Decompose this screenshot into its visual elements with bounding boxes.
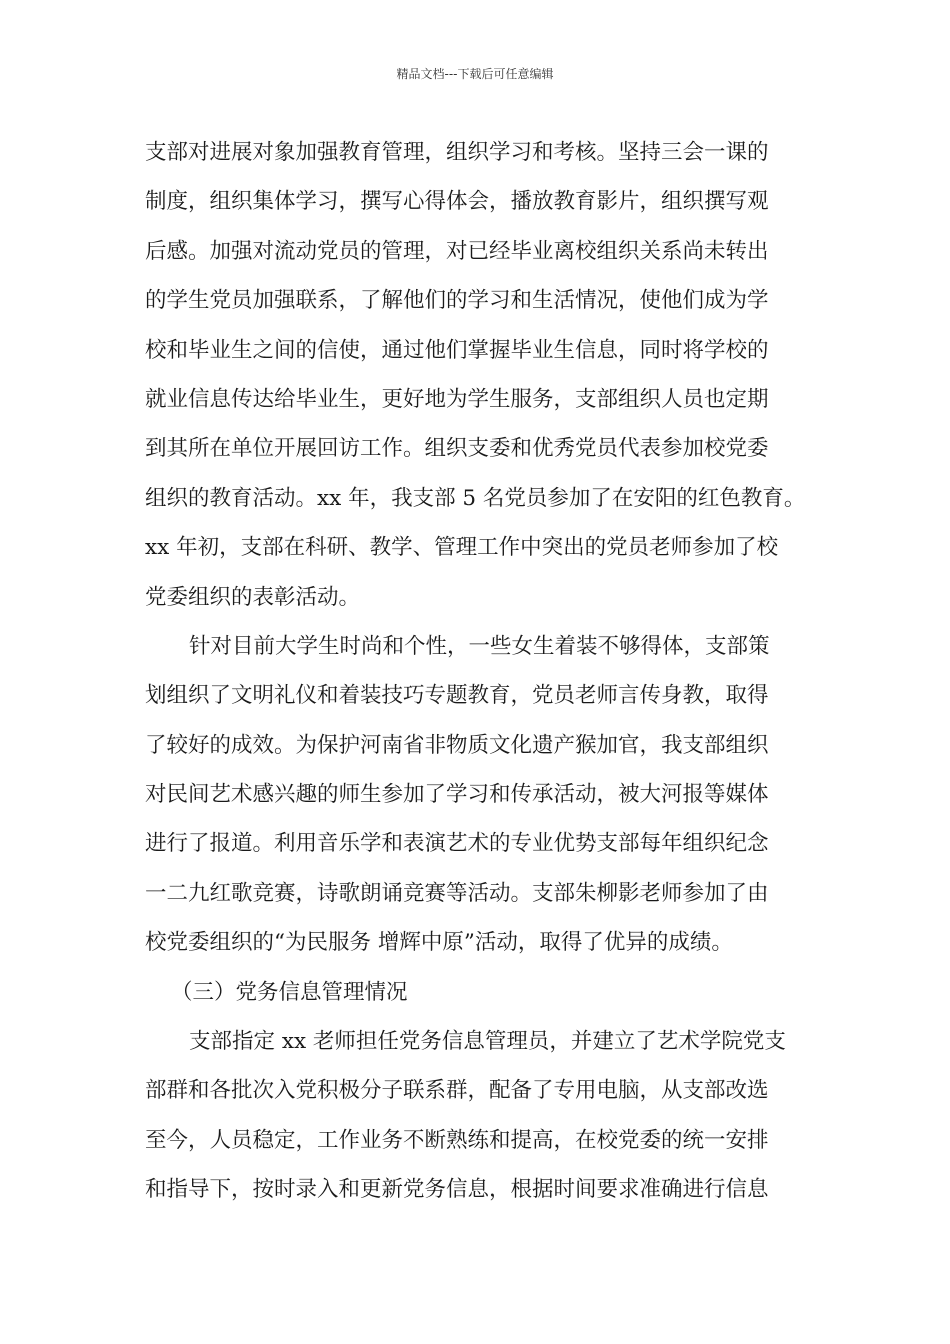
paragraph-line: 支部指定 xx 老师担任党务信息管理员，并建立了艺术学院党支 (189, 1029, 786, 1055)
paragraph-line: 到其所在单位开展回访工作。组织支委和优秀党员代表参加校党委 (145, 436, 769, 462)
paragraph-line: 一二九红歌竞赛，诗歌朗诵竞赛等活动。支部朱柳影老师参加了由 (145, 880, 769, 906)
section-heading: （三）党务信息管理情况 (171, 979, 408, 1005)
paragraph-line: 校党委组织的“为民服务 增辉中原”活动，取得了优异的成绩。 (145, 930, 733, 956)
paragraph-line: 党委组织的表彰活动。 (145, 584, 361, 610)
paragraph-line: 进行了报道。利用音乐学和表演艺术的专业优势支部每年组织纪念 (145, 831, 769, 857)
paragraph-line: 后感。加强对流动党员的管理，对已经毕业离校组织关系尚未转出 (145, 238, 769, 264)
page-header: 精品文档---下载后可任意编辑 (396, 67, 554, 81)
paragraph-line: 针对目前大学生时尚和个性，一些女生着装不够得体，支部策 (189, 633, 770, 659)
paragraph-line: 部群和各批次入党积极分子联系群，配备了专用电脑，从支部改选 (145, 1078, 769, 1104)
paragraph-line: 组织的教育活动。xx 年，我支部 5 名党员参加了在安阳的红色教育。 (145, 485, 806, 511)
paragraph-line: 校和毕业生之间的信使，通过他们掌握毕业生信息，同时将学校的 (145, 337, 769, 363)
paragraph-line: 的学生党员加强联系，了解他们的学习和生活情况，使他们成为学 (145, 288, 769, 314)
paragraph-line: 支部对进展对象加强教育管理，组织学习和考核。坚持三会一课的 (145, 140, 769, 165)
paragraph-line: 对民间艺术感兴趣的师生参加了学习和传承活动，被大河报等媒体 (145, 782, 769, 808)
paragraph-line: xx 年初，支部在科研、教学、管理工作中突出的党员老师参加了校 (145, 535, 779, 561)
paragraph-line: 制度，组织集体学习，撰写心得体会，播放教育影片，组织撰写观 (145, 189, 769, 215)
paragraph-line: 了较好的成效。为保护河南省非物质文化遗产猴加官，我支部组织 (145, 732, 769, 758)
paragraph-line: 就业信息传达给毕业生，更好地为学生服务，支部组织人员也定期 (145, 386, 769, 412)
paragraph-line: 至今，人员稳定，工作业务不断熟练和提高，在校党委的统一安排 (145, 1127, 769, 1153)
paragraph-line: 划组织了文明礼仪和着装技巧专题教育，党员老师言传身教，取得 (145, 683, 769, 709)
paragraph-line: 和指导下，按时录入和更新党务信息，根据时间要求准确进行信息 (145, 1177, 769, 1203)
document-body (145, 128, 825, 1215)
